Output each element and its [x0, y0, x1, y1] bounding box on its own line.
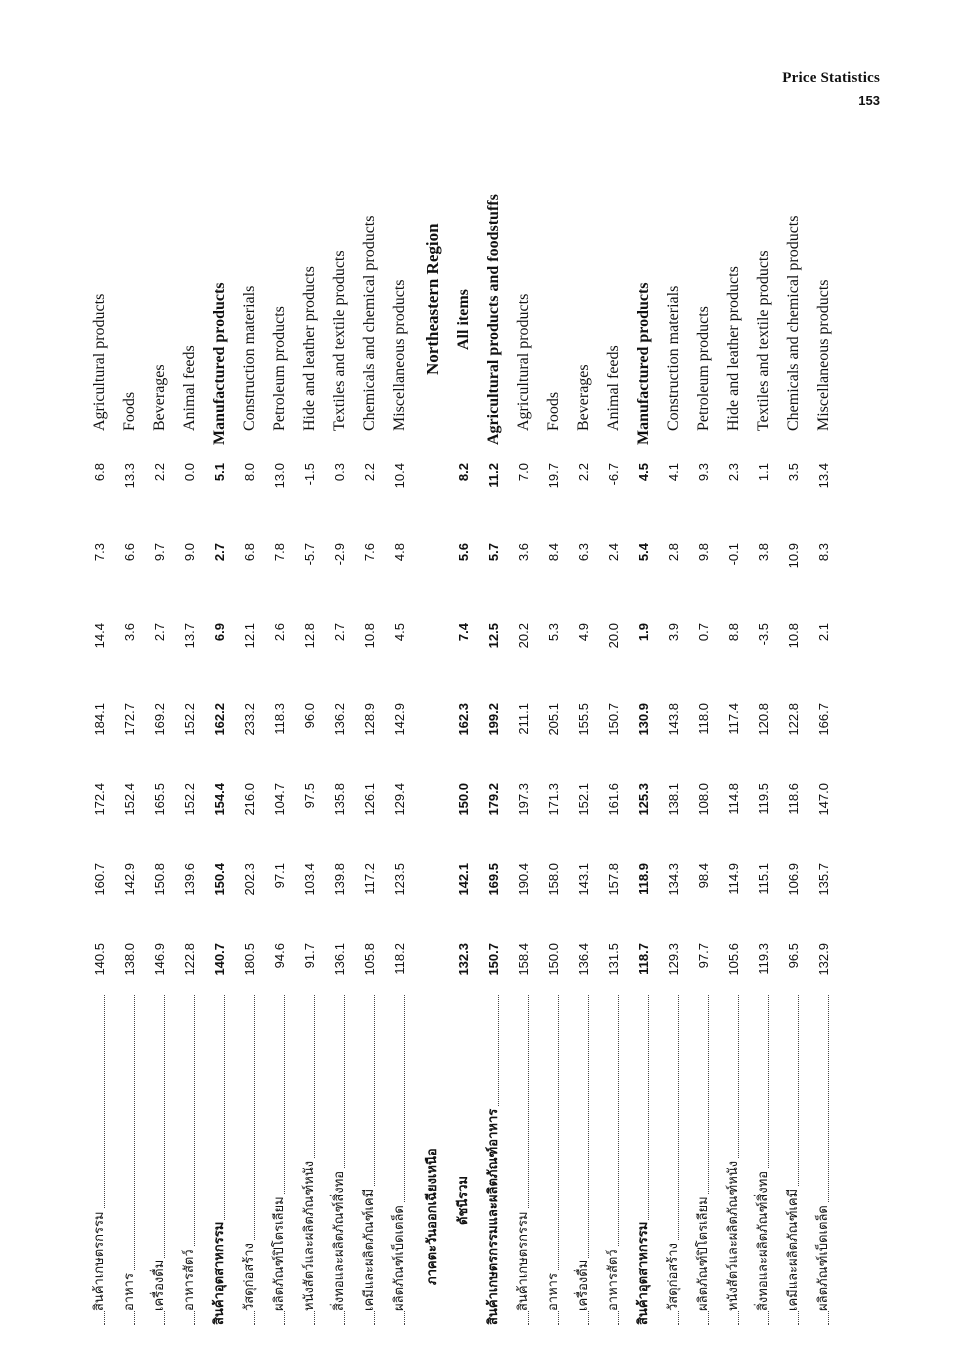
- value-cell: 3.6: [122, 623, 137, 642]
- value-cell: 119.5: [756, 783, 771, 815]
- value-cell: 12.5: [486, 623, 501, 649]
- value-cell: 20.2: [516, 623, 531, 649]
- value-cell: 150.4: [212, 863, 227, 896]
- row-label-th: [265, 995, 295, 1325]
- value-cell: 9.7: [152, 543, 167, 562]
- value-cell: 9.3: [696, 463, 711, 482]
- row-label-th-text: วัสดุก่อสร้าง: [666, 1243, 681, 1311]
- value-cell: 4.1: [666, 463, 681, 482]
- value-cell: 9.0: [182, 543, 197, 562]
- value-cell: 0.0: [182, 463, 197, 482]
- row-label-en: Manufactured products: [211, 282, 228, 445]
- region-title-th: ภาคตะวันออกเฉียงเหนือ: [425, 1148, 440, 1285]
- value-cell: 157.8: [606, 863, 621, 896]
- value-cell: 3.8: [756, 543, 771, 562]
- value-cell: 128.9: [362, 703, 377, 736]
- table-row: [749, 155, 779, 1325]
- row-label-en: Beverages: [575, 364, 592, 431]
- table-row: [809, 155, 839, 1325]
- value-cell: 97.1: [272, 863, 287, 889]
- value-cell: 122.8: [182, 943, 197, 976]
- table-row: [85, 155, 115, 1325]
- row-label-th: [115, 995, 145, 1325]
- value-cell: 11.2: [486, 463, 501, 488]
- value-cell: 136.4: [576, 943, 591, 976]
- value-cell: 6.8: [92, 463, 107, 482]
- all-items-row: [449, 155, 479, 1325]
- running-head: [782, 70, 880, 108]
- row-label-th-text: วัสดุก่อสร้าง: [242, 1243, 257, 1311]
- value-cell: 4.5: [636, 463, 651, 482]
- value-cell: 97.5: [302, 783, 317, 809]
- value-cell: 118.6: [786, 783, 801, 815]
- row-label-en: Animal feeds: [181, 345, 198, 431]
- value-cell: 143.1: [576, 863, 591, 896]
- value-cell: 125.3: [636, 783, 651, 816]
- value-cell: 150.7: [606, 703, 621, 736]
- value-cell: 139.6: [182, 863, 197, 896]
- value-cell: 166.7: [816, 703, 831, 736]
- value-cell: 3.5: [786, 463, 801, 482]
- table-row: [569, 155, 599, 1325]
- value-cell: 140.5: [92, 943, 107, 976]
- row-label-th: [479, 995, 509, 1325]
- value-cell: 180.5: [242, 943, 257, 976]
- value-cell: 142.9: [122, 863, 137, 896]
- value-cell: 152.4: [122, 783, 137, 816]
- value-cell: 5.1: [212, 463, 227, 482]
- row-label-th-text: สินค้าเกษตรกรรม: [516, 1211, 531, 1311]
- row-label-th-text: อาหารสัตว์: [606, 1249, 621, 1311]
- value-cell: 138.1: [666, 783, 681, 816]
- value-cell: 96.0: [302, 703, 317, 729]
- table-row: [719, 155, 749, 1325]
- value-cell: 13.7: [182, 623, 197, 649]
- row-label-th: [749, 995, 779, 1325]
- value-cell: 190.4: [516, 863, 531, 896]
- value-cell: 134.3: [666, 863, 681, 896]
- value-cell: 184.1: [92, 703, 107, 736]
- value-cell: 1.1: [756, 463, 771, 482]
- value-cell: 158.0: [546, 863, 561, 896]
- row-label-th-text: สิ่งทอและผลิตภัณฑ์สิ่งทอ: [756, 1170, 771, 1311]
- value-cell: -0.1: [726, 543, 741, 566]
- value-cell: 97.7: [696, 943, 711, 969]
- row-label-th: [659, 995, 689, 1325]
- value-cell: 105.6: [726, 943, 741, 976]
- value-cell: -1.5: [302, 463, 317, 486]
- all-items-label-th: ดัชนีรวม: [456, 1175, 471, 1225]
- row-label-th-text: สินค้าเกษตรกรรม: [92, 1211, 107, 1311]
- value-cell: 150.8: [152, 863, 167, 896]
- table-row: [689, 155, 719, 1325]
- value-cell: 161.6: [606, 783, 621, 816]
- row-label-en: Manufactured products: [635, 282, 652, 445]
- value-cell: 13.3: [122, 463, 137, 489]
- value-cell: 3.9: [666, 623, 681, 642]
- row-label-th: [569, 995, 599, 1325]
- value-cell: 20.0: [606, 623, 621, 649]
- value-cell: 2.4: [606, 543, 621, 562]
- value-cell: 147.0: [816, 783, 831, 816]
- region-title-en: Northeastern Region: [423, 223, 442, 375]
- value-cell: 104.7: [272, 783, 287, 816]
- value-cell: 10.8: [786, 623, 801, 649]
- row-label-en: Agricultural products and foodstuffs: [485, 194, 502, 445]
- table-row: [659, 155, 689, 1325]
- value-cell: 114.9: [726, 863, 741, 895]
- table-row: [175, 155, 205, 1325]
- value-cell: -5.7: [302, 543, 317, 566]
- rotated-table: [85, 155, 865, 1325]
- value-cell: 2.6: [272, 623, 287, 642]
- row-label-th-text: สินค้าเกษตรกรรมและผลิตภัณฑ์อาหาร: [486, 1108, 501, 1325]
- row-label-en: Agricultural products: [515, 293, 532, 431]
- value-cell: 8.4: [546, 543, 561, 562]
- row-label-en: Animal feeds: [605, 345, 622, 431]
- row-label-th-text: ผลิตภัณฑ์เบ็ดเตล็ด: [392, 1205, 407, 1311]
- table-row: [779, 155, 809, 1325]
- value-cell: 10.9: [786, 543, 801, 569]
- value-cell: 2.8: [666, 543, 681, 562]
- value-cell: 136.1: [332, 943, 347, 976]
- row-label-th: [205, 995, 235, 1325]
- value-cell: 118.9: [636, 863, 651, 895]
- row-label-en: Hide and leather products: [301, 266, 318, 431]
- value-cell: 98.4: [696, 863, 711, 889]
- row-label-en: Chemicals and chemical products: [361, 215, 378, 431]
- table-row: [355, 155, 385, 1325]
- row-label-en: Foods: [121, 391, 138, 431]
- value-cell: 152.1: [576, 783, 591, 816]
- row-label-th-text: ผลิตภัณฑ์ปิโตรเลียม: [272, 1196, 287, 1311]
- value-cell: 8.2: [456, 463, 471, 482]
- row-label-th-text: สินค้าอุตสาหกรรม: [636, 1221, 651, 1325]
- value-cell: 146.9: [152, 943, 167, 976]
- row-label-th-text: อาหาร: [122, 1273, 137, 1311]
- table-row: [539, 155, 569, 1325]
- value-cell: 7.0: [516, 463, 531, 482]
- value-cell: 13.4: [816, 463, 831, 489]
- table-row: [115, 155, 145, 1325]
- value-cell: -2.9: [332, 543, 347, 566]
- row-label-th-text: หนังสัตว์และผลิตภัณฑ์หนัง: [726, 1160, 741, 1311]
- value-cell: 103.4: [302, 863, 317, 896]
- value-cell: 13.0: [272, 463, 287, 489]
- value-cell: 1.9: [636, 623, 651, 642]
- row-label-th-text: ผลิตภัณฑ์เบ็ดเตล็ด: [816, 1205, 831, 1311]
- value-cell: 7.4: [456, 623, 471, 642]
- value-cell: 118.2: [392, 943, 407, 975]
- row-label-th-text: เคมีและผลิตภัณฑ์เคมี: [362, 1188, 377, 1311]
- value-cell: 5.4: [636, 543, 651, 562]
- value-cell: 91.7: [302, 943, 317, 969]
- table-row: [325, 155, 355, 1325]
- value-cell: 150.7: [486, 943, 501, 976]
- value-cell: 2.2: [576, 463, 591, 482]
- value-cell: 119.3: [756, 943, 771, 975]
- row-label-th: [539, 995, 569, 1325]
- value-cell: 108.0: [696, 783, 711, 816]
- value-cell: 96.5: [786, 943, 801, 969]
- value-cell: 172.4: [92, 783, 107, 816]
- value-cell: 6.9: [212, 623, 227, 642]
- value-cell: 118.7: [636, 943, 651, 975]
- value-cell: 2.7: [152, 623, 167, 642]
- row-label-th: [145, 995, 175, 1325]
- row-label-th: [325, 995, 355, 1325]
- row-label-en: Petroleum products: [271, 306, 288, 431]
- value-cell: 5.7: [486, 543, 501, 562]
- table-row: [599, 155, 629, 1325]
- row-label-th: [629, 995, 659, 1325]
- row-label-en: Foods: [545, 391, 562, 431]
- value-cell: 162.3: [456, 703, 471, 736]
- region-heading-row: [417, 155, 449, 1325]
- value-cell: 9.8: [696, 543, 711, 562]
- value-cell: 130.9: [636, 703, 651, 736]
- table-row: [265, 155, 295, 1325]
- value-cell: 131.5: [606, 943, 621, 976]
- value-cell: 14.4: [92, 623, 107, 649]
- row-label-th: [385, 995, 415, 1325]
- value-cell: 2.2: [152, 463, 167, 482]
- row-label-th-text: สิ่งทอและผลิตภัณฑ์สิ่งทอ: [332, 1170, 347, 1311]
- value-cell: 122.8: [786, 703, 801, 736]
- value-cell: 140.7: [212, 943, 227, 976]
- value-cell: 129.4: [392, 783, 407, 816]
- value-cell: 5.6: [456, 543, 471, 562]
- table-row: [385, 155, 415, 1325]
- value-cell: 132.3: [456, 943, 471, 976]
- value-cell: 6.3: [576, 543, 591, 562]
- row-label-en: Hide and leather products: [725, 266, 742, 431]
- row-label-th-text: ผลิตภัณฑ์ปิโตรเลียม: [696, 1196, 711, 1311]
- value-cell: 115.1: [756, 863, 771, 895]
- row-label-en: Miscellaneous products: [391, 279, 408, 431]
- table-row: [205, 155, 235, 1325]
- value-cell: 169.5: [486, 863, 501, 896]
- value-cell: 171.3: [546, 783, 561, 816]
- value-cell: 118.0: [696, 703, 711, 735]
- value-cell: 179.2: [486, 783, 501, 816]
- row-label-th-text: เคมีและผลิตภัณฑ์เคมี: [786, 1188, 801, 1311]
- value-cell: 12.8: [302, 623, 317, 649]
- value-cell: 136.2: [332, 703, 347, 736]
- row-label-en: Chemicals and chemical products: [785, 215, 802, 431]
- row-label-th: [235, 995, 265, 1325]
- value-cell: 135.7: [816, 863, 831, 896]
- row-label-th: [779, 995, 809, 1325]
- value-cell: 233.2: [242, 703, 257, 736]
- row-label-th-text: อาหาร: [546, 1273, 561, 1311]
- row-label-en: Construction materials: [241, 285, 258, 431]
- value-cell: 126.1: [362, 783, 377, 816]
- row-label-th: [175, 995, 205, 1325]
- value-cell: 4.8: [392, 543, 407, 562]
- value-cell: 123.5: [392, 863, 407, 896]
- value-cell: 216.0: [242, 783, 257, 816]
- row-label-en: Textiles and textile products: [755, 250, 772, 431]
- value-cell: 135.8: [332, 783, 347, 816]
- row-label-th: [355, 995, 385, 1325]
- table-row: [479, 155, 509, 1325]
- row-label-th-text: หนังสัตว์และผลิตภัณฑ์หนัง: [302, 1160, 317, 1311]
- table-row: [629, 155, 659, 1325]
- value-cell: -6.7: [606, 463, 621, 486]
- row-label-th-text: สินค้าอุตสาหกรรม: [212, 1221, 227, 1325]
- value-cell: 2.7: [332, 623, 347, 642]
- value-cell: 4.5: [392, 623, 407, 642]
- value-cell: 114.8: [726, 783, 741, 815]
- value-cell: 129.3: [666, 943, 681, 976]
- value-cell: 2.1: [816, 623, 831, 642]
- value-cell: 211.1: [516, 703, 531, 735]
- all-items-label-en: All items: [455, 289, 472, 350]
- value-cell: 10.4: [392, 463, 407, 489]
- table-row: [509, 155, 539, 1325]
- value-cell: 94.6: [272, 943, 287, 969]
- value-cell: 7.8: [272, 543, 287, 562]
- value-cell: 0.7: [696, 623, 711, 642]
- row-label-en: Agricultural products: [91, 293, 108, 431]
- value-cell: 143.8: [666, 703, 681, 736]
- value-cell: 0.3: [332, 463, 347, 482]
- table-row: [295, 155, 325, 1325]
- row-label-en: Petroleum products: [695, 306, 712, 431]
- row-label-en: Construction materials: [665, 285, 682, 431]
- value-cell: 205.1: [546, 703, 561, 736]
- value-cell: 6.8: [242, 543, 257, 562]
- table-row: [145, 155, 175, 1325]
- central-section: [85, 155, 415, 1325]
- page-number: 153: [858, 93, 880, 108]
- value-cell: 7.3: [92, 543, 107, 562]
- value-cell: 2.7: [212, 543, 227, 562]
- value-cell: 2.3: [726, 463, 741, 482]
- row-label-th-text: อาหารสัตว์: [182, 1249, 197, 1311]
- value-cell: 150.0: [546, 943, 561, 976]
- value-cell: 120.8: [756, 703, 771, 736]
- value-cell: 8.0: [242, 463, 257, 482]
- value-cell: 3.6: [516, 543, 531, 562]
- value-cell: 158.4: [516, 943, 531, 976]
- value-cell: 139.8: [332, 863, 347, 896]
- value-cell: 118.3: [272, 703, 287, 735]
- table-row: [235, 155, 265, 1325]
- row-label-th: [599, 995, 629, 1325]
- value-cell: 199.2: [486, 703, 501, 736]
- row-label-th: [295, 995, 325, 1325]
- row-label-th: [85, 995, 115, 1325]
- value-cell: 7.6: [362, 543, 377, 562]
- value-cell: 142.1: [456, 863, 471, 896]
- row-label-en: Miscellaneous products: [815, 279, 832, 431]
- row-label-th: [809, 995, 839, 1325]
- value-cell: 2.2: [362, 463, 377, 482]
- value-cell: 197.3: [516, 783, 531, 816]
- value-cell: 105.8: [362, 943, 377, 976]
- row-label-en: Textiles and textile products: [331, 250, 348, 431]
- row-label-th: [719, 995, 749, 1325]
- value-cell: 19.7: [546, 463, 561, 489]
- row-label-th-text: เครื่องดื่ม: [152, 1259, 167, 1311]
- value-cell: 8.8: [726, 623, 741, 642]
- value-cell: 162.2: [212, 703, 227, 736]
- value-cell: 138.0: [122, 943, 137, 976]
- value-cell: 8.3: [816, 543, 831, 562]
- value-cell: 202.3: [242, 863, 257, 896]
- value-cell: 117.4: [726, 703, 741, 735]
- value-cell: 172.7: [122, 703, 137, 736]
- value-cell: 165.5: [152, 783, 167, 816]
- value-cell: 169.2: [152, 703, 167, 736]
- value-cell: 6.6: [122, 543, 137, 562]
- value-cell: 4.9: [576, 623, 591, 642]
- row-label-en: Beverages: [151, 364, 168, 431]
- row-label-th-text: เครื่องดื่ม: [576, 1259, 591, 1311]
- value-cell: 12.1: [242, 623, 257, 649]
- northeast-section: [417, 155, 839, 1325]
- value-cell: -3.5: [756, 623, 771, 646]
- value-cell: 154.4: [212, 783, 227, 816]
- value-cell: 152.2: [182, 703, 197, 736]
- row-label-th: [689, 995, 719, 1325]
- value-cell: 142.9: [392, 703, 407, 736]
- running-title: Price Statistics: [782, 70, 880, 86]
- value-cell: 152.2: [182, 783, 197, 816]
- value-cell: 160.7: [92, 863, 107, 896]
- value-cell: 106.9: [786, 863, 801, 896]
- value-cell: 10.8: [362, 623, 377, 649]
- value-cell: 5.3: [546, 623, 561, 642]
- value-cell: 155.5: [576, 703, 591, 736]
- value-cell: 117.2: [362, 863, 377, 895]
- value-cell: 150.0: [456, 783, 471, 816]
- value-cell: 132.9: [816, 943, 831, 976]
- row-label-th: [509, 995, 539, 1325]
